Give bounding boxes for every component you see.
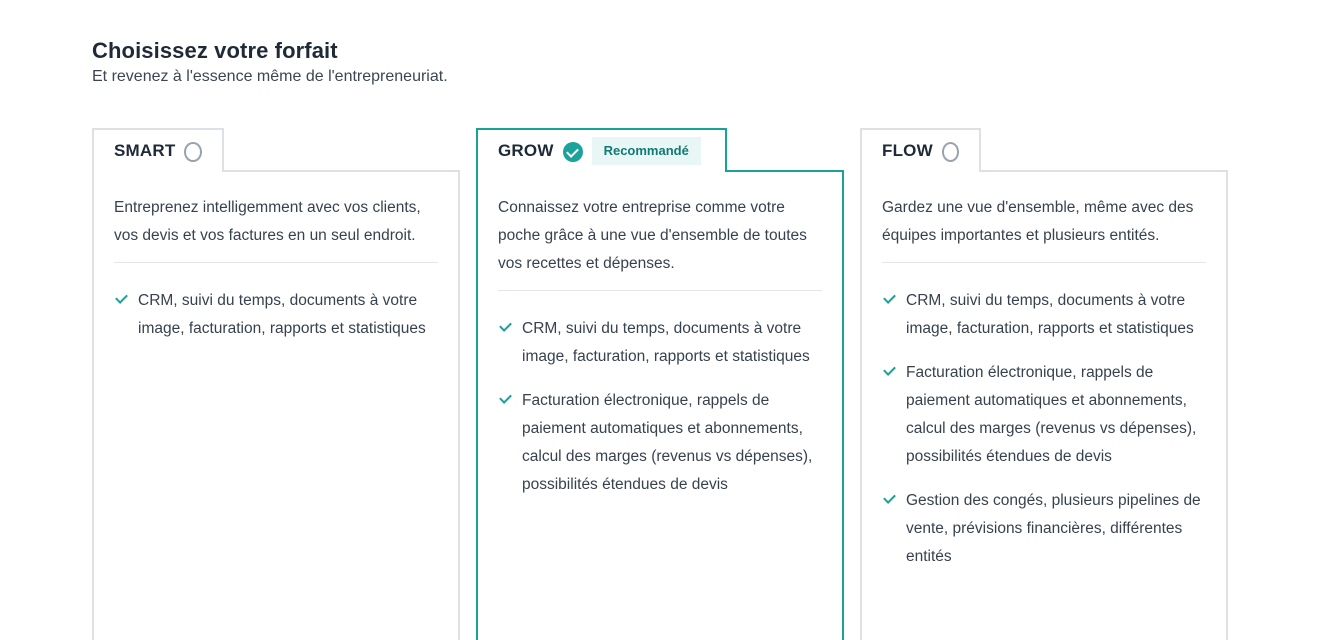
- feature-item: CRM, suivi du temps, documents à votre image, facturation, rapports et statistiques: [114, 287, 438, 343]
- plan-panel-flow: [860, 170, 1228, 640]
- plan-description: Gardez une vue d'ensemble, même avec des équipes importantes et plusieurs entités.: [882, 194, 1206, 263]
- plan-description: Entreprenez intelligemment avec vos clients, vos devis et vos factures en un seul endroit.: [114, 194, 438, 263]
- plan-description: Connaissez votre entreprise comme votre poche grâce à une vue d'ensemble de toutes vos recettes et dépenses.: [498, 194, 822, 291]
- plan-name: GROW: [498, 141, 554, 160]
- page-header: [92, 38, 448, 87]
- feature-item: CRM, suivi du temps, documents à votre image, facturation, rapports et statistiques: [498, 315, 822, 371]
- radio-unchecked-icon[interactable]: [184, 142, 202, 162]
- recommended-badge: Recommandé: [592, 137, 701, 165]
- feature-item: Facturation électronique, rappels de paiement automatiques et abonnements, calcul des marges (revenus vs dépenses), possibilités étendues de devis: [498, 387, 822, 499]
- feature-list: [114, 287, 438, 343]
- feature-list: [498, 315, 822, 499]
- radio-checked-icon[interactable]: [563, 142, 583, 162]
- page-title: Choisissez votre forfait: [92, 38, 338, 63]
- plan-name: FLOW: [882, 141, 933, 160]
- plan-panel-smart: [92, 170, 460, 640]
- plan-card-grow[interactable]: [476, 128, 844, 640]
- feature-item: CRM, suivi du temps, documents à votre image, facturation, rapports et statistiques: [882, 287, 1206, 343]
- check-icon: [884, 294, 892, 299]
- plan-tab-flow[interactable]: [860, 128, 981, 172]
- plan-card-smart[interactable]: [92, 128, 460, 640]
- radio-unchecked-icon[interactable]: [942, 142, 959, 162]
- plan-card-flow[interactable]: [860, 128, 1228, 640]
- feature-list: [882, 287, 1206, 571]
- feature-item: Facturation électronique, rappels de paiement automatiques et abonnements, calcul des marges (revenus vs dépenses), possibilités étendues de devis: [882, 359, 1206, 471]
- plan-name: SMART: [114, 141, 176, 160]
- check-icon: [500, 394, 508, 399]
- check-icon: [500, 322, 508, 327]
- check-icon: [884, 494, 892, 499]
- check-icon: [884, 366, 892, 371]
- check-icon: [116, 294, 124, 299]
- plan-panel-grow: [476, 170, 844, 640]
- feature-item: Gestion des congés, plusieurs pipelines de vente, prévisions financières, différentes entités: [882, 487, 1206, 571]
- plan-tab-grow[interactable]: [476, 128, 727, 172]
- plan-tab-smart[interactable]: [92, 128, 224, 172]
- page-subtitle: Et revenez à l'essence même de l'entrepreneuriat.: [92, 68, 448, 85]
